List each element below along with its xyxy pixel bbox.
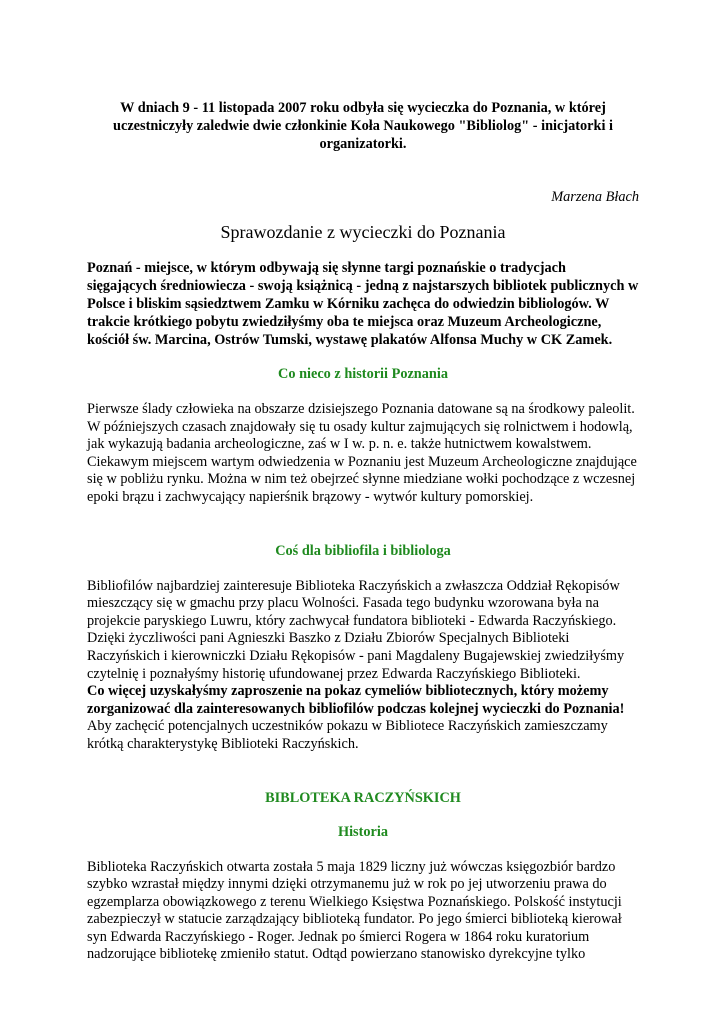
section-heading-history-poznan: Co nieco z historii Poznania — [278, 366, 448, 382]
intro-paragraph: W dniach 9 - 11 listopada 2007 roku odbyła się wycieczka do Poznania, w której uczestniczyły zaledwie dwie członkinie Koła Naukowego "Bibliolog" - inicjatorki i organizatorki. — [113, 100, 613, 152]
lead-paragraph: Poznań - miejsce, w którym odbywają się słynne targi poznańskie o tradycjach sięgających średniowiecza - swoją książnicą - jedną z najstarszych bibliotek publicznych w Polsce i bliskim sąsiedztwem Zamku w Kórniku zachęca do odwiedzin bibliologów. W trakcie krótkiego pobytu zwiedziłyśmy oba te miejsca oraz Muzeum Archeologiczne, kościół św. Marcina, Ostrów Tumski, wystawę plakatów Alfonsa Muchy w CK Zamek. — [87, 260, 639, 348]
document-page — [87, 0, 639, 964]
paragraph-bibliophile-text-1: Bibliofilów najbardziej zainteresuje Biblioteka Raczyńskich a zwłaszcza Oddział Rękopisów mieszczący się w gmachu przy placu Wolności. Fasada tego budynku wzorowana była na projekcie paryskiego Luwru, który zachwycał fundatora biblioteki - Edwarda Raczyńskiego. Dzięki życzliwości pani Agnieszki Baszko z Działu Zbiorów Specjalnych Biblioteki Raczyńskich i kierowniczki Działu Rękopisów - pani Magdaleny Bugajewskiej zwiedziłyśmy czytelnię i poznałyśmy historię ufundowanej przez Edwarda Raczyńskiego Biblioteki. — [87, 577, 625, 682]
paragraph-bibliophile-invitation: Co więcej uzyskałyśmy zaproszenie na pokaz cymeliów bibliotecznych, który możemy zorganizować dla zainteresowanych bibliofilów podczas kolejnej wycieczki do Poznania! — [87, 683, 625, 717]
page-title: Sprawozdanie z wycieczki do Poznania — [220, 222, 506, 242]
paragraph-historia: Biblioteka Raczyńskich otwarta została 5 maja 1829 liczny już wówczas księgozbiór bardzo szybko wzrastał między innymi dzięki otrzymanemu już w rok po jej utworzeniu prawa do egzemplarza obowiązkowego z terenu Wielkiego Księstwa Poznańskiego. Polskość instytucji zabezpieczył w statucie zarządzający biblioteką fundator. Po jego śmierci biblioteką kierował syn Edwarda Raczyńskiego - Roger. Jednak po śmierci Rogera w 1864 roku kuratorium nadzorujące bibliotekę zmieniło statut. Odtąd powierzano stanowisko dyrekcyjne tylko — [87, 858, 622, 963]
section-heading-historia: Historia — [337, 823, 389, 840]
author-name: Marzena Błach — [551, 189, 639, 205]
section-heading-bibliophile: Coś dla bibliofila i bibliologa — [275, 542, 451, 559]
paragraph-bibliophile — [87, 578, 639, 754]
paragraph-bibliophile-text-2: Aby zachęcić potencjalnych uczestników pokazu w Bibliotece Raczyńskich zamieszczamy krótką charakterystykę Biblioteki Raczyńskich. — [87, 718, 608, 752]
paragraph-history-poznan: Pierwsze ślady człowieka na obszarze dzisiejszego Poznania datowane są na środkowy paleolit. W późniejszych czasach znajdowały się tu osady kultur zajmujących się rolnictwem i hodowlą, jak wykazują badania archeologiczne, zaś w I w. p. n. e. także hutnictwem kowalstwem. Ciekawym miejscem wartym odwiedzenia w Poznaniu jest Muzeum Archeologiczne znajdujące się w pobliżu rynku. Można w nim też obejrzeć słynne miedziane wołki pochodzące z wczesnej epoki brązu i zachwycający napierśnik brązowy - wytwór kultury pomorskiej. — [87, 401, 637, 505]
section-heading-library: BIBLOTEKA RACZYŃSKICH — [265, 789, 461, 806]
